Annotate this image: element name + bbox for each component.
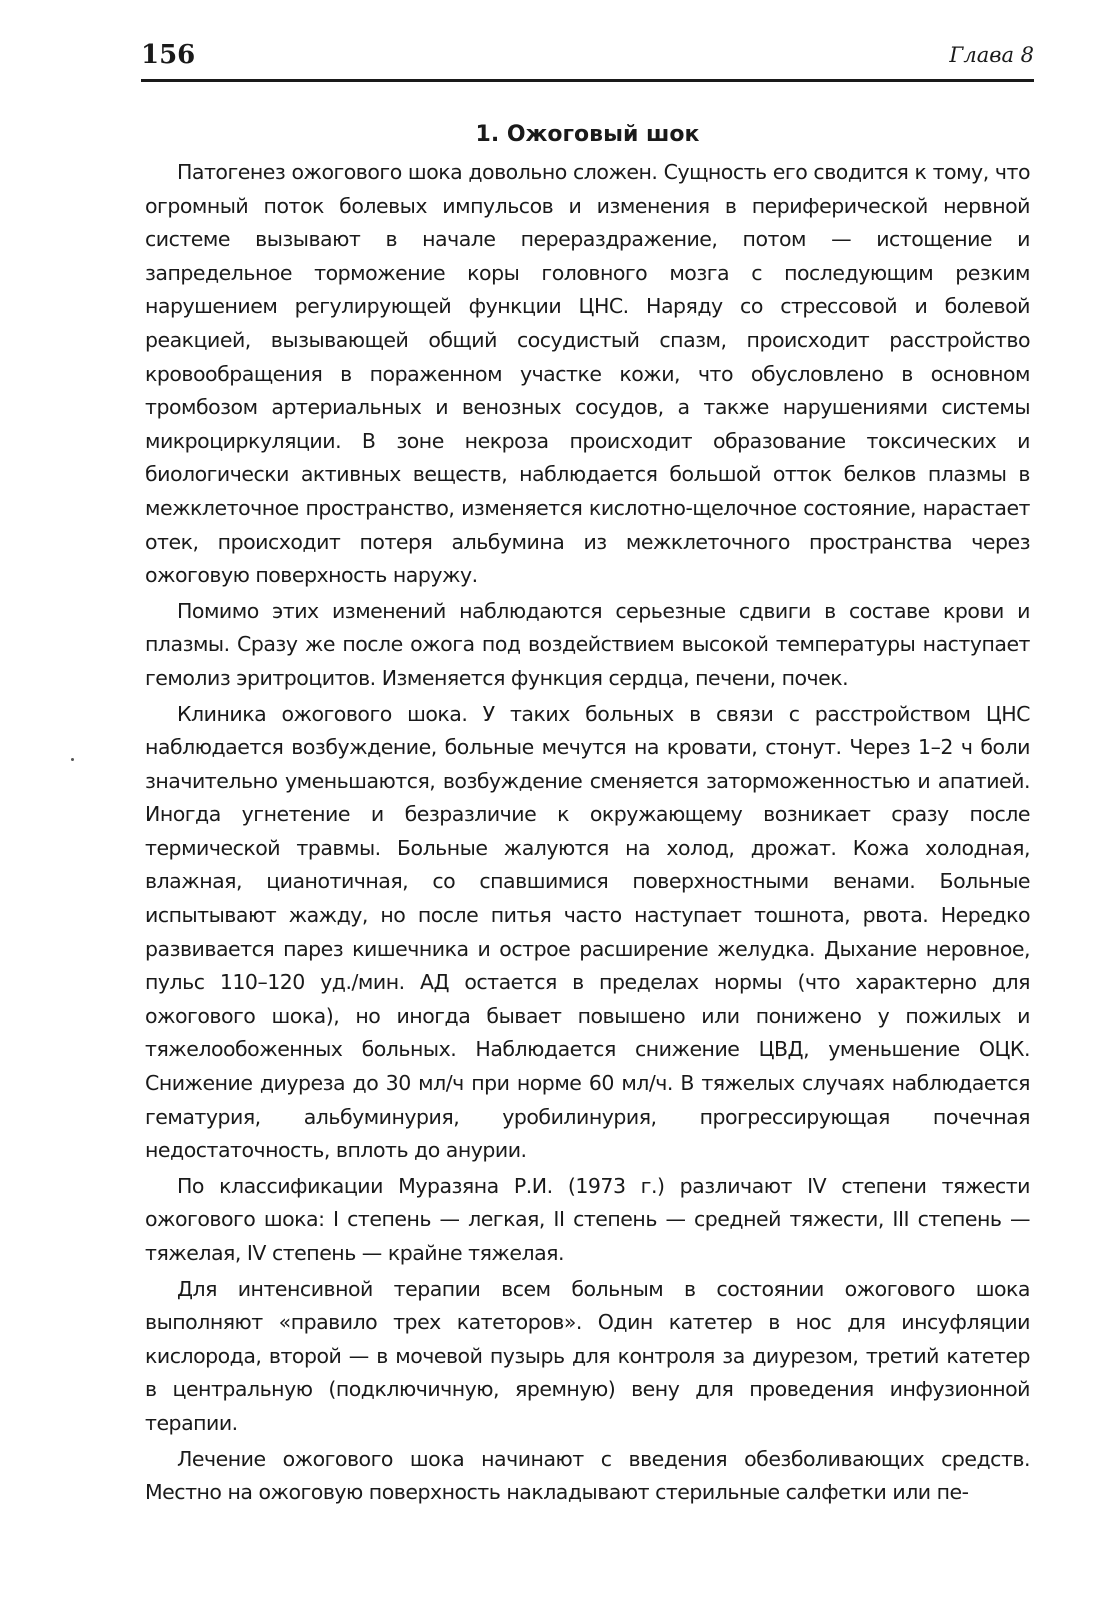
paragraph-blood-changes: Помимо этих изменений наблюдаются серьезные сдвиги в составе крови и плазмы. Сразу же после ожога под воздействием высокой температуры наступает гемолиз эритроцитов. Изменяется функция сердца, печени, почек.: [145, 598, 1030, 690]
running-header: [141, 38, 1034, 78]
paragraph-clinic: Клиника ожогового шока. У таких больных в связи с расстройством ЦНС наблюдается возбуждение, больные мечутся на кровати, стонут. Через 1–2 ч боли значительно уменьшаются, возбуждение сменяется заторможенностью и апатией. Иногда угнетение и безразличие к окружающему возникает сразу после термической травмы. Больные жалуются на холод, дрожат. Кожа холодная, влажная, цианотичная, со спавшимися поверхностными венами. Больные испытывают жажду, но после питья часто наступает тошнота, рвота. Нередко развивается парез кишечника и острое расширение желудка. Дыхание неровное, пульс 110–120 уд./мин. АД остается в пределах нормы (что характерно для ожогового шока), но иногда бывает повышено или понижено у пожилых и тяжелообоженных больных. Наблюдается снижение ЦВД, уменьшение ОЦК. Снижение диуреза до 30 мл/ч при норме 60 мл/ч. В тяжелых случаях наблюдается гематурия, альбуминурия, уробилинурия, прогрессирующая почечная недостаточность, вплоть до анурии.: [145, 701, 1030, 1163]
header-rule: [141, 79, 1034, 82]
scan-speck: [71, 758, 74, 761]
section-title: 1. Ожоговый шок: [475, 122, 700, 147]
paragraph-pathogenesis: Патогенез ожогового шока довольно сложен. Сущность его сводится к тому, что огромный поток болевых импульсов и изменения в периферической нервной системе вызывают в начале перераздражение, потом — истощение и запредельное торможение коры головного мозга с последующим резким нарушением регулирующей функции ЦНС. Наряду со стрессовой и болевой реакцией, вызывающей общий сосудистый спазм, происходит расстройство кровообращения в пораженном участке кожи, что обусловлено в основном тромбозом артериальных и венозных сосудов, а также нарушениями системы микроциркуляции. В зоне некроза происходит образование токсических и биологически активных веществ, наблюдается большой отток белков плазмы в межклеточное пространство, изменяется кислотно-щелочное состояние, нарастает отек, происходит потеря альбумина из межклеточного пространства через ожоговую поверхность наружу.: [145, 160, 1030, 588]
page-body: [145, 118, 1030, 1512]
page-number: 156: [141, 40, 196, 70]
paragraph-classification: По классификации Муразяна Р.И. (1973 г.) различают IV степени тяжести ожогового шока: I степень — легкая, II степень — средней тяжести, III степень — тяжелая, IV степень — крайне тяжелая.: [145, 1173, 1030, 1265]
paragraph-intensive-therapy: Для интенсивной терапии всем больным в состоянии ожогового шока выполняют «правило трех катеторов». Один катетер в нос для инсуфляции кислорода, второй — в мочевой пузырь для контроля за диурезом, третий катетер в центральную (подключичную, яремную) вену для проведения инфузионной терапии.: [145, 1276, 1030, 1435]
chapter-label: Глава 8: [949, 43, 1034, 67]
paragraph-treatment: Лечение ожогового шока начинают с введения обезболивающих средств. Местно на ожоговую поверхность накладывают стерильные салфетки или пе-: [145, 1446, 1030, 1505]
